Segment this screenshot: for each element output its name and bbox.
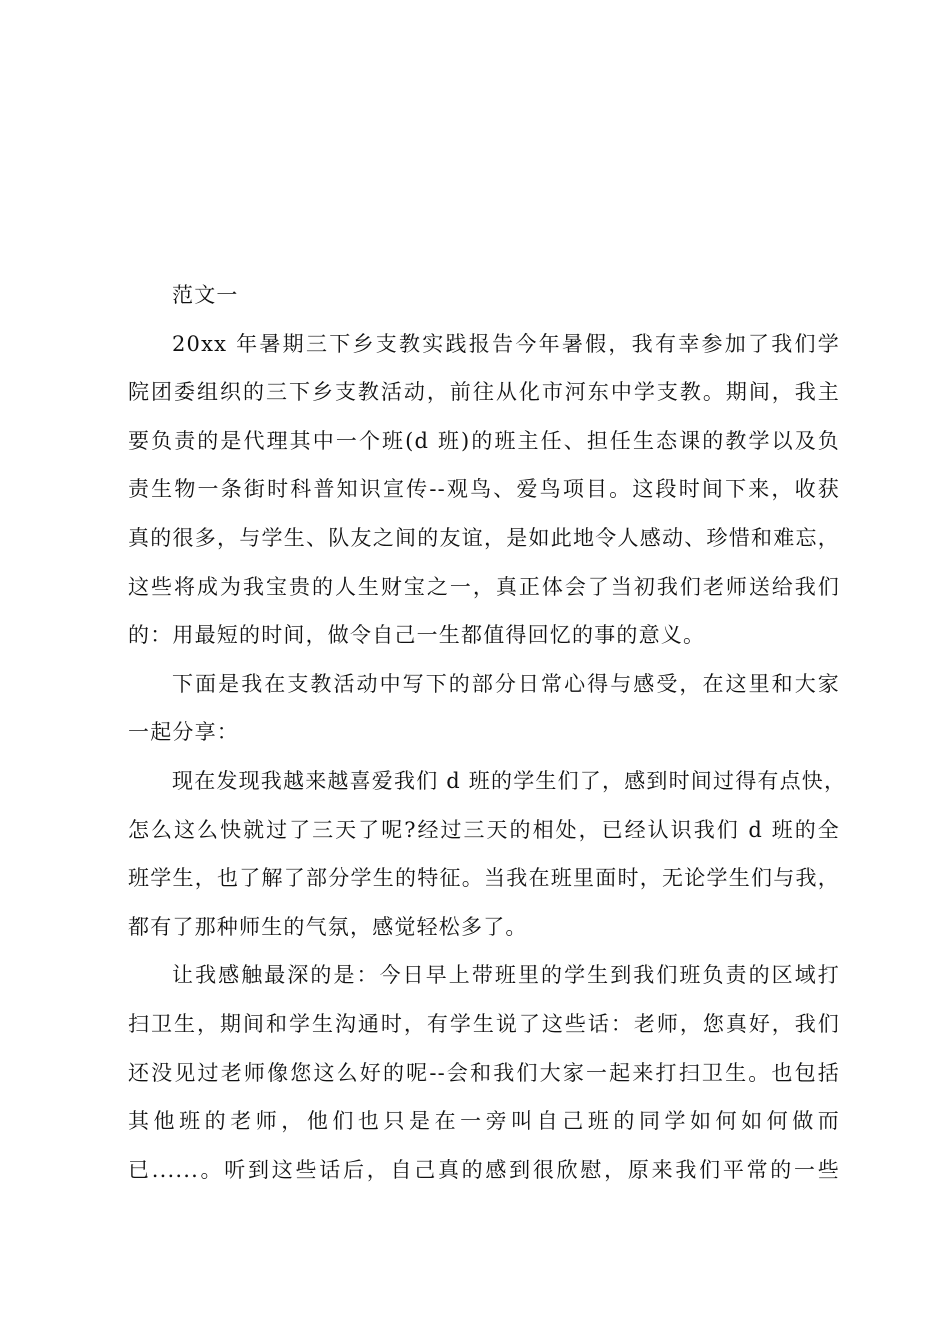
document-heading: 范文一 [172,283,239,307]
paragraph-line: 还没见过老师像您这么好的呢--会和我们大家一起来打扫卫生。也包括 [128,1060,840,1085]
paragraph-line: 扫卫生，期间和学生沟通时，有学生说了这些话：老师，您真好，我们 [128,1011,840,1036]
paragraph-line: 现在发现我越来越喜爱我们 d 班的学生们了，感到时间过得有点快， [172,768,847,793]
paragraph-line: 其他班的老师，他们也只是在一旁叫自己班的同学如何如何做而 [128,1109,840,1134]
paragraph-3 [128,757,847,951]
paragraph-line: 真的很多，与学生、队友之间的友谊，是如此地令人感动、珍惜和难忘， [128,525,840,550]
paragraph-line: 这些将成为我宝贵的人生财宝之一，真正体会了当初我们老师送给我们 [128,574,840,599]
paragraph-line: 院团委组织的三下乡支教活动，前往从化市河东中学支教。期间，我主 [128,380,840,405]
document-body [128,271,847,1194]
paragraph-line: 已......。听到这些话后，自己真的感到很欣慰，原来我们平常的一些 [128,1157,840,1182]
paragraph-line: 一起分享： [128,720,239,745]
paragraph-line: 下面是我在支教活动中写下的部分日常心得与感受，在这里和大家 [172,671,840,696]
paragraph-line: 让我感触最深的是：今日早上带班里的学生到我们班负责的区域打 [172,963,840,988]
paragraph-2 [128,660,840,757]
paragraph-1 [128,320,840,660]
paragraph-line: 怎么这么快就过了三天了呢?经过三天的相处，已经认识我们 d 班的全 [128,817,840,842]
paragraph-line: 要负责的是代理其中一个班(d 班)的班主任、担任生态课的教学以及负 [128,428,840,453]
paragraph-4 [128,951,840,1194]
paragraph-line: 班学生，也了解了部分学生的特征。当我在班里面时，无论学生们与我， [128,866,840,891]
paragraph-line: 都有了那种师生的气氛，感觉轻松多了。 [128,914,528,939]
paragraph-line: 的：用最短的时间，做令自己一生都值得回忆的事的意义。 [128,623,706,648]
paragraph-line: 责生物一条街时科普知识宣传--观鸟、爱鸟项目。这段时间下来，收获 [128,477,840,502]
paragraph-line: 20xx 年暑期三下乡支教实践报告今年暑假，我有幸参加了我们学 [172,331,840,356]
